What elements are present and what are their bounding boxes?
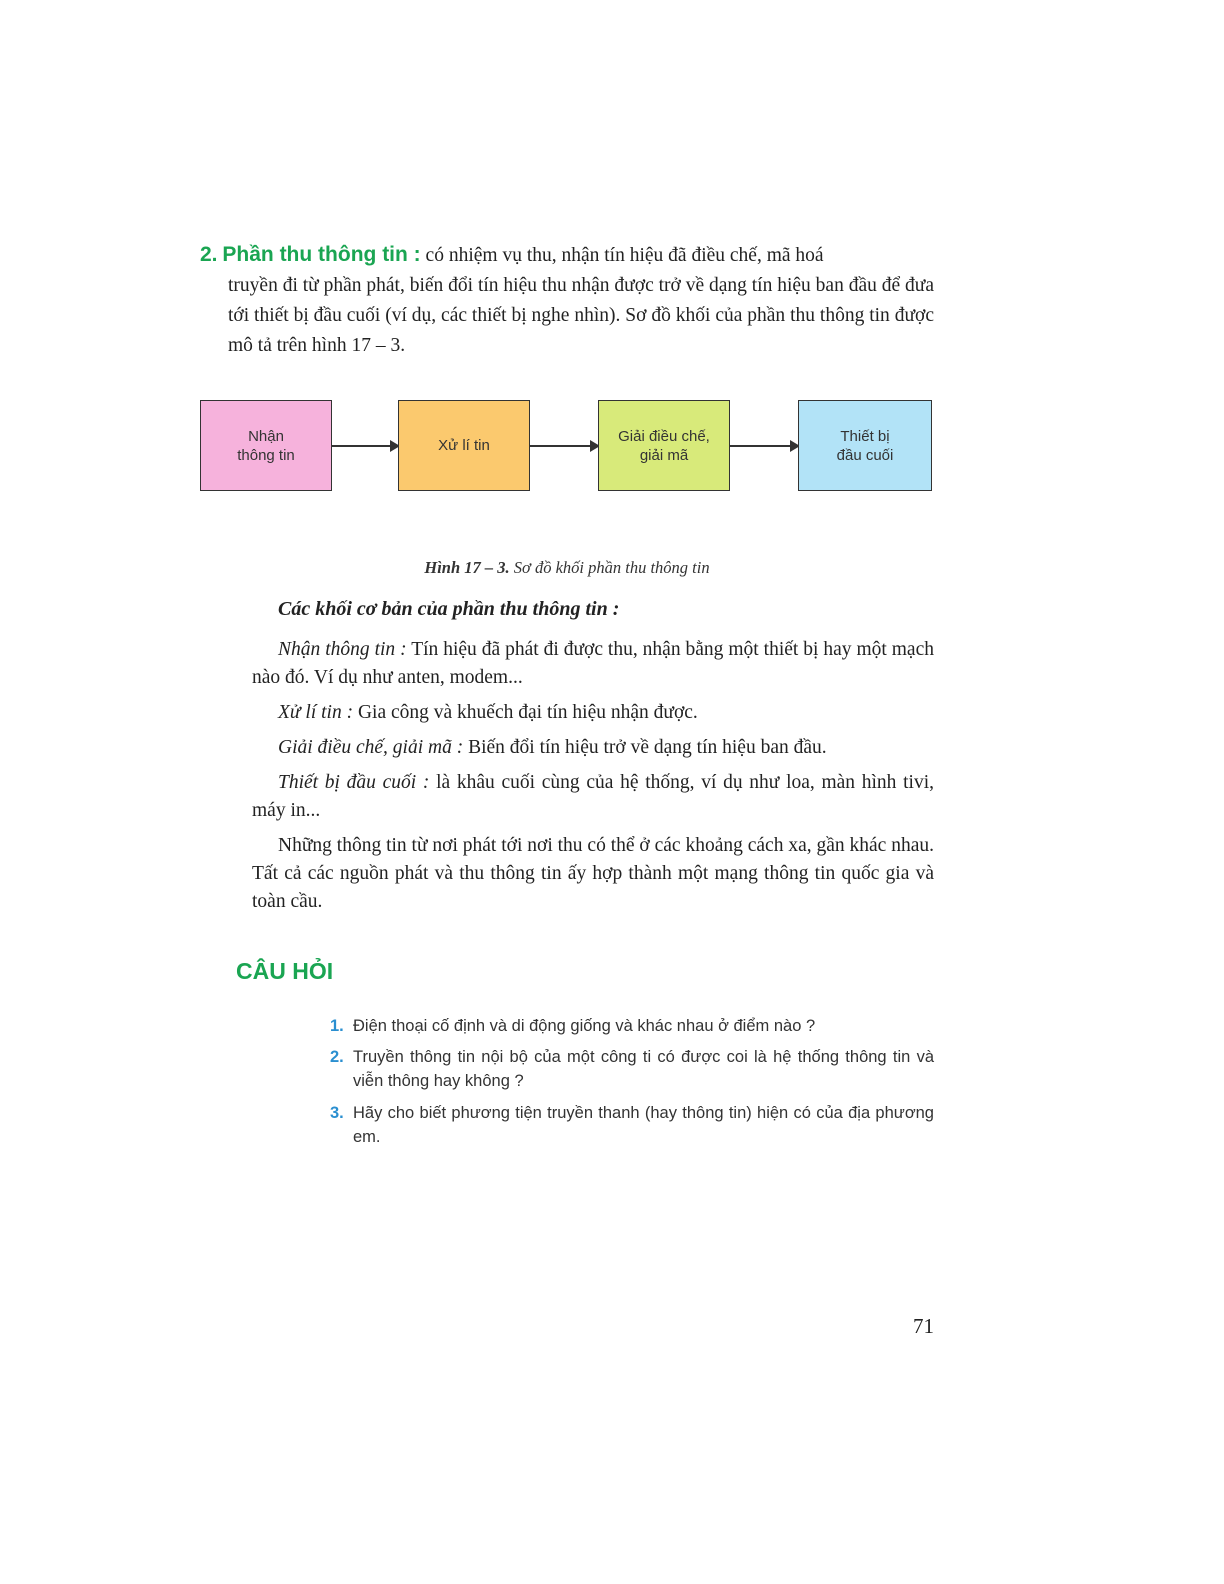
paragraph-terminal [252,769,934,825]
diagram-arrow-3 [730,445,798,447]
paragraph-receive [252,636,934,692]
text-terminal: là khâu cuối cùng của hệ thống, ví dụ như loa, màn hình tivi, máy in... [252,772,934,821]
text-receive: Tín hiệu đã phát đi được thu, nhận bằng một thiết bị hay một mạch nào đó. Ví dụ như anten, modem... [252,639,934,688]
subheading: Các khối cơ bản của phần thu thông tin : [278,598,620,620]
section-first-line: có nhiệm vụ thu, nhận tín hiệu đã điều chế, mã hoá [425,245,824,266]
section-paragraph [200,240,934,361]
term-receive: Nhận thông tin : [278,639,407,660]
caption-label: Hình 17 – 3. [424,558,510,577]
question-number-3: 3. [330,1104,344,1122]
diagram-arrow-2 [530,445,598,447]
question-text-3: Hãy cho biết phương tiện truyền thanh (hay thông tin) hiện có của địa phương em. [353,1104,934,1146]
text-process: Gia công và khuếch đại tín hiệu nhận được. [357,702,698,723]
paragraph-demodulate [252,734,934,762]
questions-heading: CÂU HỎI [236,958,334,984]
section-number: 2. [200,243,218,266]
figure-caption [200,558,934,578]
paragraph-network [252,832,934,916]
question-number-1: 1. [330,1017,344,1035]
question-item-1 [330,1014,934,1038]
diagram-block-terminal: Thiết bị đầu cuối [798,400,932,491]
diagram-block-demodulate: Giải điều chế, giải mã [598,400,730,491]
paragraph-process [252,699,934,727]
term-process: Xử lí tin : [278,702,354,723]
section-continuation: truyền đi từ phần phát, biến đổi tín hiệu thu nhận được trở về dạng tín hiệu ban đầu để đưa tới thiết bị đầu cuối (ví dụ, các thiết bị nghe nhìn). Sơ đồ khối của phần thu thông tin được mô tả trên hình 17 – 3. [228,275,934,356]
diagram-block-receive: Nhận thông tin [200,400,332,491]
diagram-arrow-1 [332,445,398,447]
question-text-1: Điện thoại cố định và di động giống và khác nhau ở điểm nào ? [353,1017,816,1035]
diagram-block-process: Xử lí tin [398,400,530,491]
term-terminal: Thiết bị đầu cuối : [278,772,430,793]
page-number: 71 [913,1314,934,1338]
question-item-2 [330,1045,934,1093]
caption-text: Sơ đồ khối phần thu thông tin [513,558,710,577]
question-item-3 [330,1101,934,1149]
term-demodulate: Giải điều chế, giải mã : [278,737,464,758]
question-number-2: 2. [330,1048,344,1066]
section-title: Phần thu thông tin : [222,243,421,266]
text-network: Những thông tin từ nơi phát tới nơi thu có thể ở các khoảng cách xa, gần khác nhau. Tất cả các nguồn phát và thu thông tin ấy hợp thành một mạng thông tin quốc gia và toàn cầu. [252,835,934,912]
text-demodulate: Biến đổi tín hiệu trở về dạng tín hiệu ban đầu. [468,737,827,758]
question-text-2: Truyền thông tin nội bộ của một công ti có được coi là hệ thống thông tin và viễn thông hay không ? [353,1048,934,1090]
